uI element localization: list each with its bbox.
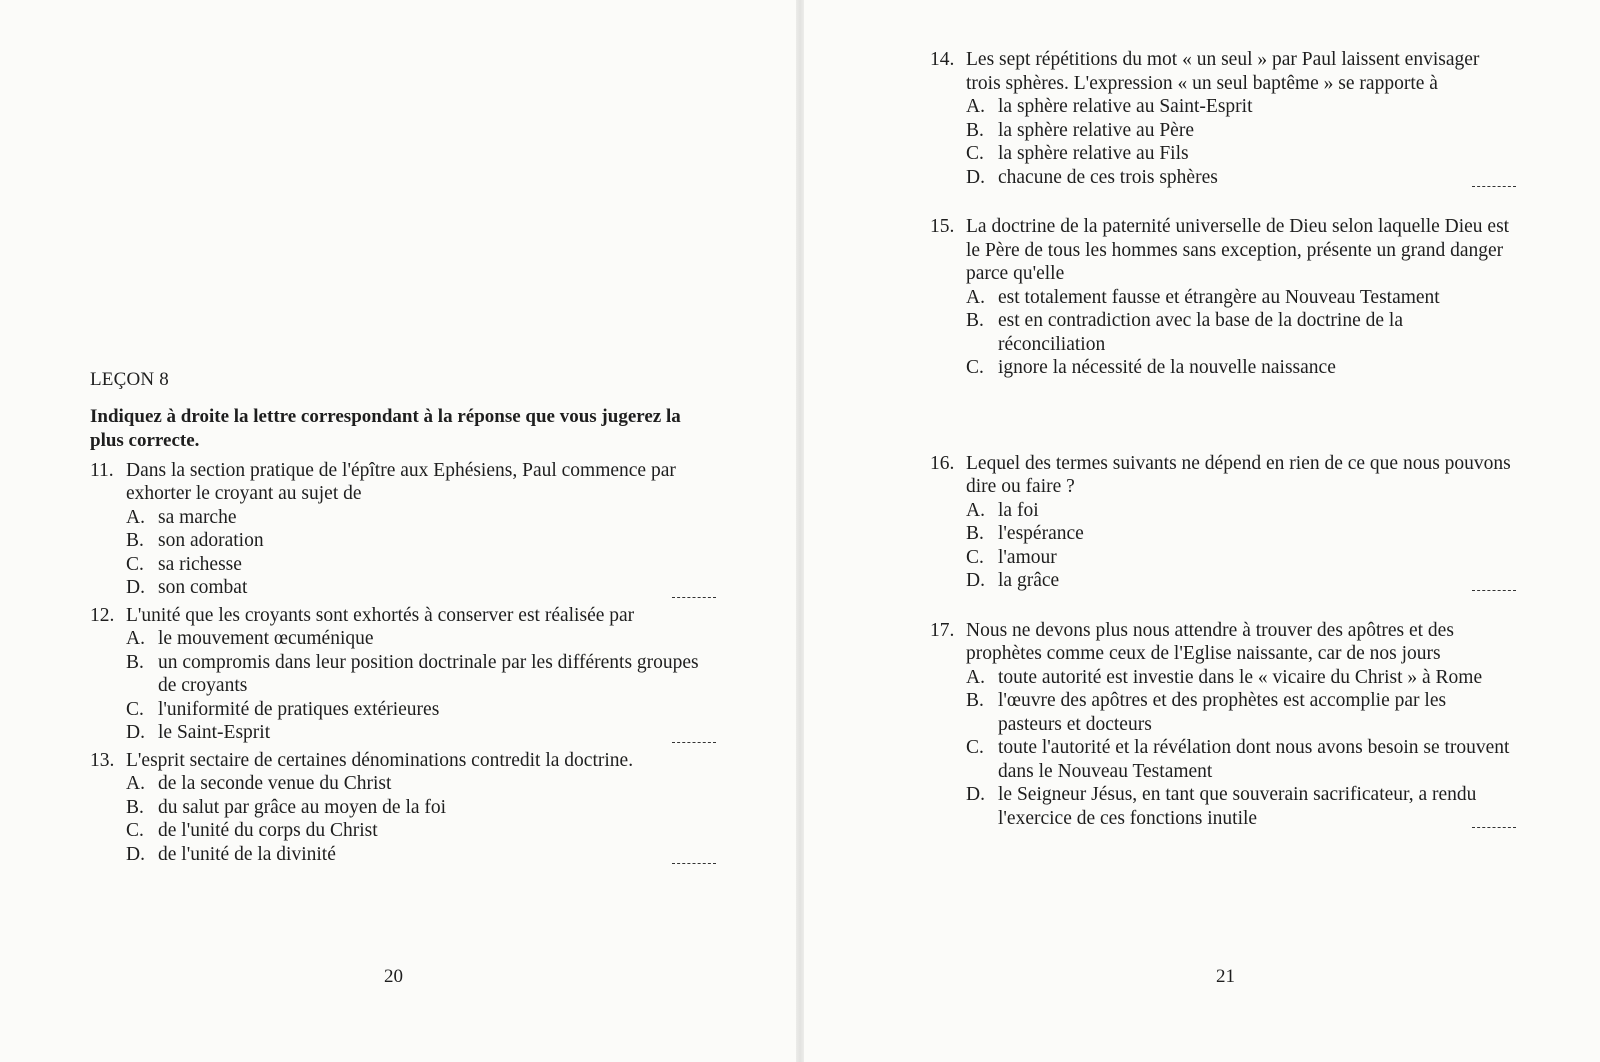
- option-letter: D.: [126, 577, 145, 598]
- option-letter: D.: [126, 843, 145, 865]
- answer-options: [126, 627, 712, 745]
- option-c: [126, 698, 712, 722]
- option-a: [966, 286, 1512, 310]
- question-text: L'esprit sectaire de certaines dénominations contredit la doctrine.: [126, 749, 634, 771]
- option-text: la sphère relative au Fils: [998, 143, 1189, 164]
- option-text: du salut par grâce au moyen de la foi: [158, 796, 447, 818]
- option-letter: C.: [126, 553, 144, 575]
- option-text: sa richesse: [158, 553, 242, 575]
- question-number: 14.: [930, 49, 955, 70]
- option-text: ignore la nécessité de la nouvelle naissance: [998, 357, 1336, 378]
- answer-options: [966, 499, 1512, 593]
- option-text: la grâce: [998, 570, 1060, 591]
- option-a: [126, 506, 712, 530]
- option-text: son combat: [158, 577, 248, 598]
- question-text: Nous ne devons plus nous attendre à trouver des apôtres et des prophètes comme ceux de l'Eglise naissante, car de nos jours: [966, 619, 1454, 664]
- answer-blank[interactable]: [1472, 590, 1516, 591]
- question-text: Lequel des termes suivants ne dépend en rien de ce que nous pouvons dire ou faire ?: [966, 452, 1511, 497]
- question-text: Dans la section pratique de l'épître aux Ephésiens, Paul commence par exhorter le croyant au sujet de: [126, 459, 676, 504]
- option-a: [966, 95, 1512, 119]
- option-letter: D.: [126, 722, 145, 743]
- option-letter: C.: [966, 143, 984, 164]
- option-text: un compromis dans leur position doctrinale par les différents groupes de croyants: [158, 651, 699, 696]
- option-text: le Seigneur Jésus, en tant que souverain sacrificateur, a rendu l'exercice de ces fonctions inutile: [998, 784, 1477, 829]
- question-number: 16.: [930, 452, 955, 474]
- right-column: [930, 48, 1512, 834]
- question-12: [90, 604, 712, 745]
- answer-options: [966, 286, 1512, 380]
- option-letter: B.: [966, 523, 984, 544]
- option-text: son adoration: [158, 530, 264, 551]
- option-letter: A.: [966, 96, 985, 117]
- option-letter: B.: [126, 530, 144, 551]
- option-letter: A.: [966, 666, 985, 688]
- option-a: [126, 772, 712, 796]
- option-text: l'espérance: [998, 523, 1084, 544]
- option-letter: D.: [966, 166, 985, 188]
- option-letter: A.: [126, 773, 145, 794]
- option-letter: D.: [966, 784, 985, 805]
- option-c: [966, 546, 1512, 570]
- question-number: 11.: [90, 459, 114, 481]
- option-b: [126, 796, 712, 820]
- option-b: [966, 119, 1512, 143]
- question-number: 17.: [930, 619, 955, 641]
- option-d: [966, 569, 1512, 593]
- option-c: [966, 356, 1512, 380]
- option-text: de la seconde venue du Christ: [158, 773, 392, 794]
- option-letter: C.: [966, 546, 984, 568]
- question-number: 13.: [90, 749, 115, 771]
- answer-options: [126, 772, 712, 866]
- option-d: [126, 721, 712, 745]
- option-letter: A.: [126, 506, 145, 528]
- answer-options: [126, 506, 712, 600]
- option-b: [966, 689, 1512, 736]
- answer-blank[interactable]: [672, 742, 716, 743]
- option-letter: A.: [126, 628, 145, 649]
- option-c: [966, 142, 1512, 166]
- option-text: est en contradiction avec la base de la doctrine de la réconciliation: [998, 310, 1403, 355]
- question-16: [930, 452, 1512, 593]
- option-b: [966, 309, 1512, 356]
- option-text: de l'unité de la divinité: [158, 843, 336, 865]
- option-letter: B.: [966, 690, 984, 711]
- option-text: l'œuvre des apôtres et des prophètes est accomplie par les pasteurs et docteurs: [998, 690, 1447, 735]
- option-letter: B.: [966, 310, 984, 331]
- option-text: chacune de ces trois sphères: [998, 166, 1218, 188]
- option-letter: C.: [966, 357, 984, 378]
- option-letter: B.: [126, 651, 144, 673]
- option-letter: A.: [966, 499, 985, 521]
- page-number-left: 20: [384, 966, 403, 987]
- option-letter: A.: [966, 286, 985, 308]
- option-text: sa marche: [158, 506, 237, 528]
- question-13: [90, 749, 712, 867]
- answer-options: [966, 666, 1512, 831]
- instructions: Indiquez à droite la lettre correspondant à la réponse que vous jugerez la plus correcte.: [90, 405, 681, 451]
- question-text: L'unité que les croyants sont exhortés à conserver est réalisée par: [126, 604, 635, 626]
- question-15: [930, 215, 1512, 380]
- question-14: [930, 48, 1512, 189]
- answer-blank[interactable]: [1472, 186, 1516, 187]
- book-gutter: [796, 0, 804, 1062]
- option-text: la foi: [998, 499, 1039, 521]
- option-letter: C.: [126, 698, 144, 720]
- option-b: [126, 651, 712, 698]
- answer-blank[interactable]: [1472, 827, 1516, 828]
- answer-blank[interactable]: [672, 863, 716, 864]
- question-11: [90, 459, 712, 600]
- option-c: [966, 736, 1512, 783]
- page-number-right: 21: [1216, 966, 1235, 987]
- option-c: [126, 819, 712, 843]
- option-letter: B.: [966, 119, 984, 141]
- option-text: l'amour: [998, 546, 1057, 568]
- option-letter: D.: [966, 570, 985, 591]
- option-c: [126, 553, 712, 577]
- option-d: [966, 166, 1512, 190]
- left-column: [90, 368, 712, 870]
- question-number: 12.: [90, 604, 115, 626]
- lesson-title: LEÇON 8: [90, 369, 169, 390]
- option-text: l'uniformité de pratiques extérieures: [158, 698, 440, 720]
- option-d: [966, 783, 1512, 830]
- option-text: toute autorité est investie dans le « vicaire du Christ » à Rome: [998, 666, 1483, 688]
- option-d: [126, 576, 712, 600]
- option-letter: C.: [966, 737, 984, 758]
- option-text: de l'unité du corps du Christ: [158, 820, 378, 841]
- option-d: [126, 843, 712, 867]
- option-text: est totalement fausse et étrangère au Nouveau Testament: [998, 286, 1440, 308]
- option-b: [126, 529, 712, 553]
- answer-blank[interactable]: [672, 597, 716, 598]
- option-letter: B.: [126, 796, 144, 818]
- option-text: la sphère relative au Saint-Esprit: [998, 96, 1253, 117]
- option-letter: C.: [126, 820, 144, 841]
- option-a: [966, 666, 1512, 690]
- option-text: toute l'autorité et la révélation dont nous avons besoin se trouvent dans le Nouveau Testament: [998, 737, 1510, 782]
- option-text: le mouvement œcuménique: [158, 628, 374, 649]
- question-number: 15.: [930, 216, 955, 237]
- question-text: La doctrine de la paternité universelle de Dieu selon laquelle Dieu est le Père de tous les hommes sans exception, présente un grand danger parce qu'elle: [966, 216, 1510, 284]
- question-text: Les sept répétitions du mot « un seul » par Paul laissent envisager trois sphères. L'expression « un seul baptême » se rapporte à: [966, 49, 1480, 94]
- option-b: [966, 522, 1512, 546]
- answer-options: [966, 95, 1512, 189]
- question-17: [930, 619, 1512, 831]
- option-a: [966, 499, 1512, 523]
- option-a: [126, 627, 712, 651]
- option-text: la sphère relative au Père: [998, 119, 1194, 141]
- option-text: le Saint-Esprit: [158, 722, 271, 743]
